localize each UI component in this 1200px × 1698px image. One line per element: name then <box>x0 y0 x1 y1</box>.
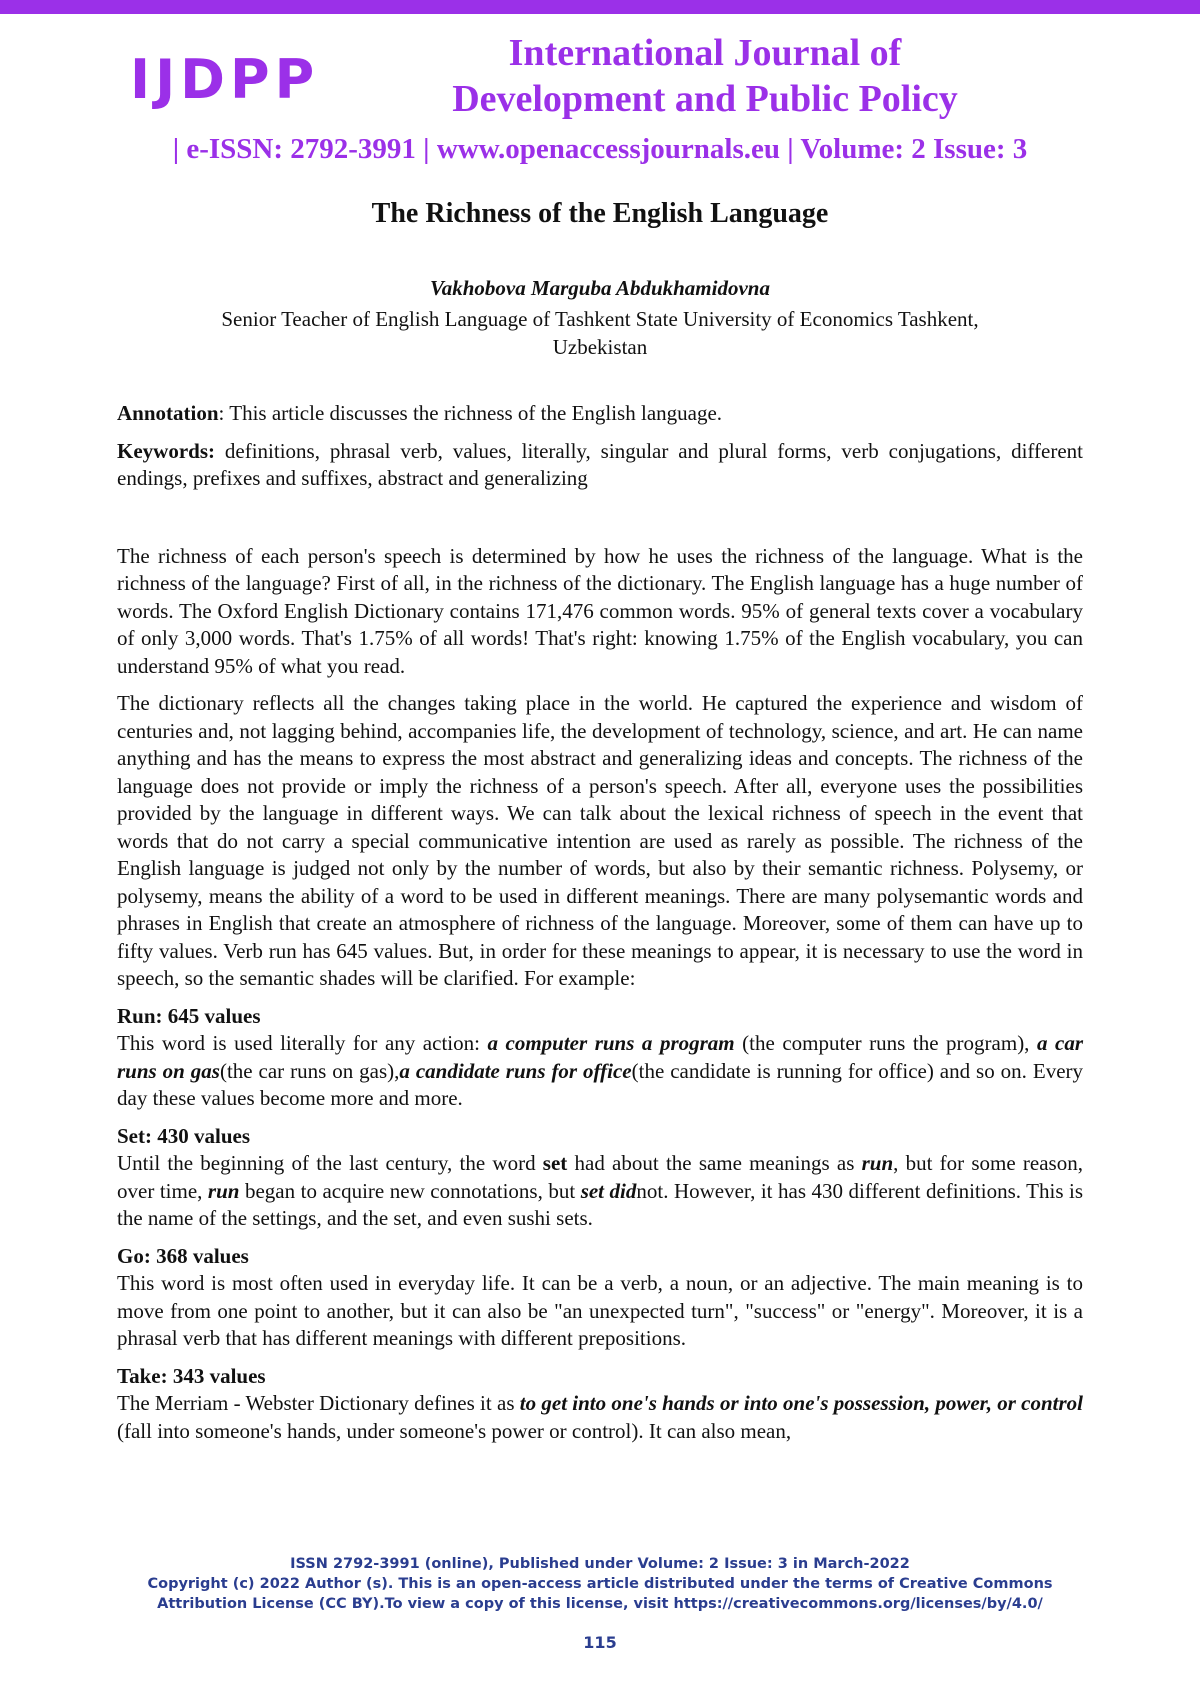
footer-line3: Attribution License (CC BY).To view a copy of this license, visit https://creativecommons.org/licenses/by/4.0/ <box>157 1596 1043 1612</box>
run-text-1: This word is used literally for any action: <box>117 1031 488 1055</box>
run-text-4: (the candidate is running for office) and so on. Every day these values become more and more. <box>117 1058 1084 1110</box>
section-heading-take: Take: 343 values <box>117 1363 266 1388</box>
journal-title-line2: Development and Public Policy <box>452 78 958 120</box>
take-text-2: (fall into someone's hands, under someone's power or control). It can also mean, <box>117 1418 792 1443</box>
body-paragraph-1: The richness of each person's speech is determined by how he uses the richness of the language. What is the richness of the language? First of all, in the richness of the dictionary. The English language has a huge number of words. The Oxford English Dictionary contains 171,476 common words. 95% of general texts cover a vocabulary of only 3,000 words. That's 1.75% of all words! That's right: knowing 1.75% of the English vocabulary, you can understand 95% of what you read. <box>117 543 1083 678</box>
run-example-3: a candidate runs for office <box>399 1058 632 1083</box>
set-emph-4: set did <box>580 1178 637 1203</box>
set-text-5: not. However, it has 430 different definitions. This is the name of the settings, and the set, and even sushi sets. <box>117 1178 1084 1230</box>
set-emph-3: run <box>207 1178 240 1203</box>
footer-line2: Copyright (c) 2022 Author (s). This is an open-access article distributed under the terms of Creative Commons <box>147 1576 1053 1592</box>
section-heading-run: Run: 645 values <box>117 1003 261 1028</box>
section-go <box>117 1243 1083 1353</box>
section-text-take <box>117 1390 1083 1445</box>
article-body <box>117 400 1083 1455</box>
journal-title <box>380 30 1030 122</box>
issn-line: | e-ISSN: 2792-3991 | www.openaccessjournals.eu | Volume: 2 Issue: 3 <box>172 133 1028 165</box>
run-text-2: (the computer runs the program), <box>734 1031 1037 1055</box>
set-text-2: had about the same meanings as <box>567 1151 862 1175</box>
section-take <box>117 1363 1083 1446</box>
set-text-1: Until the beginning of the last century, the word <box>117 1151 543 1175</box>
section-heading-set: Set: 430 values <box>117 1123 250 1148</box>
page-number: 115 <box>583 1633 617 1652</box>
page-footer <box>0 1554 1200 1614</box>
set-text-3: , but for some reason, over time, <box>117 1151 1083 1203</box>
run-example-1: a computer runs a program <box>487 1031 735 1055</box>
top-accent-bar <box>0 0 1200 14</box>
section-text-set <box>117 1150 1083 1233</box>
take-text-1: The Merriam - Webster Dictionary defines it as <box>117 1391 520 1415</box>
set-text-4: began to acquire new connotations, but <box>239 1178 581 1203</box>
body-paragraph-2: The dictionary reflects all the changes taking place in the world. He captured the experience and wisdom of centuries and, not lagging behind, accompanies life, the development of technology, science, and art. He can name anything and has the means to express the most abstract and generalizing ideas and concepts. The richness of the language does not provide or imply the richness of a person's speech. After all, everyone uses the possibilities provided by the language in different ways. We can talk about the lexical richness of speech in the event that words that do not carry a special communicative intention are used as rarely as possible. The richness of the English language is judged not only by the number of words, but also by their semantic richness. Polysemy, or polysemy, means the ability of a word to be used in different meanings. There are many polysemantic words and phrases in English that create an atmosphere of richness of the language. Moreover, some of them can have up to fifty values. Verb run has 645 values. But, in order for these meanings to appear, it is necessary to use the word in speech, so the semantic shades will be clarified. For example: <box>117 691 1083 990</box>
author-name: Vakhobova Marguba Abdukhamidovna <box>430 276 770 300</box>
article-title: The Richness of the English Language <box>371 198 829 229</box>
section-text-run <box>117 1030 1083 1113</box>
keywords-text: definitions, phrasal verb, values, literally, singular and plural forms, verb conjugations, different endings, prefixes and suffixes, abstract and generalizing <box>117 438 1083 490</box>
section-text-go: This word is most often used in everyday life. It can be a verb, a noun, or an adjective. The main meaning is to move from one point to another, but it can also be "an unexpected turn", "success" or "energy". Moreover, it is a phrasal verb that has different meanings with different prepositions. <box>117 1271 1083 1350</box>
section-set <box>117 1123 1083 1233</box>
author-affiliation <box>150 305 1050 361</box>
run-text-3: (the car runs on gas), <box>219 1058 400 1083</box>
section-heading-go: Go: 368 values <box>117 1243 249 1268</box>
affiliation-line1: Senior Teacher of English Language of Tashkent State University of Economics Tashkent, <box>221 307 979 331</box>
keywords <box>117 438 1083 493</box>
footer-line1: ISSN 2792-3991 (online), Published under Volume: 2 Issue: 3 in March-2022 <box>290 1556 910 1572</box>
affiliation-line2: Uzbekistan <box>552 335 648 359</box>
journal-logo: IJDPP <box>130 48 320 111</box>
run-example-2: a car runs on gas <box>117 1031 1083 1083</box>
keywords-label: Keywords: <box>117 438 215 463</box>
annotation-label: Annotation <box>117 401 219 425</box>
annotation-text: : This article discusses the richness of the English language. <box>218 401 723 425</box>
set-emph-1: set <box>542 1151 568 1175</box>
section-run <box>117 1003 1083 1113</box>
take-emph-1: to get into one's hands or into one's possession, power, or control <box>519 1391 1083 1415</box>
journal-title-line1: International Journal of <box>508 32 902 74</box>
set-emph-2: run <box>861 1151 894 1175</box>
annotation <box>117 400 1083 428</box>
